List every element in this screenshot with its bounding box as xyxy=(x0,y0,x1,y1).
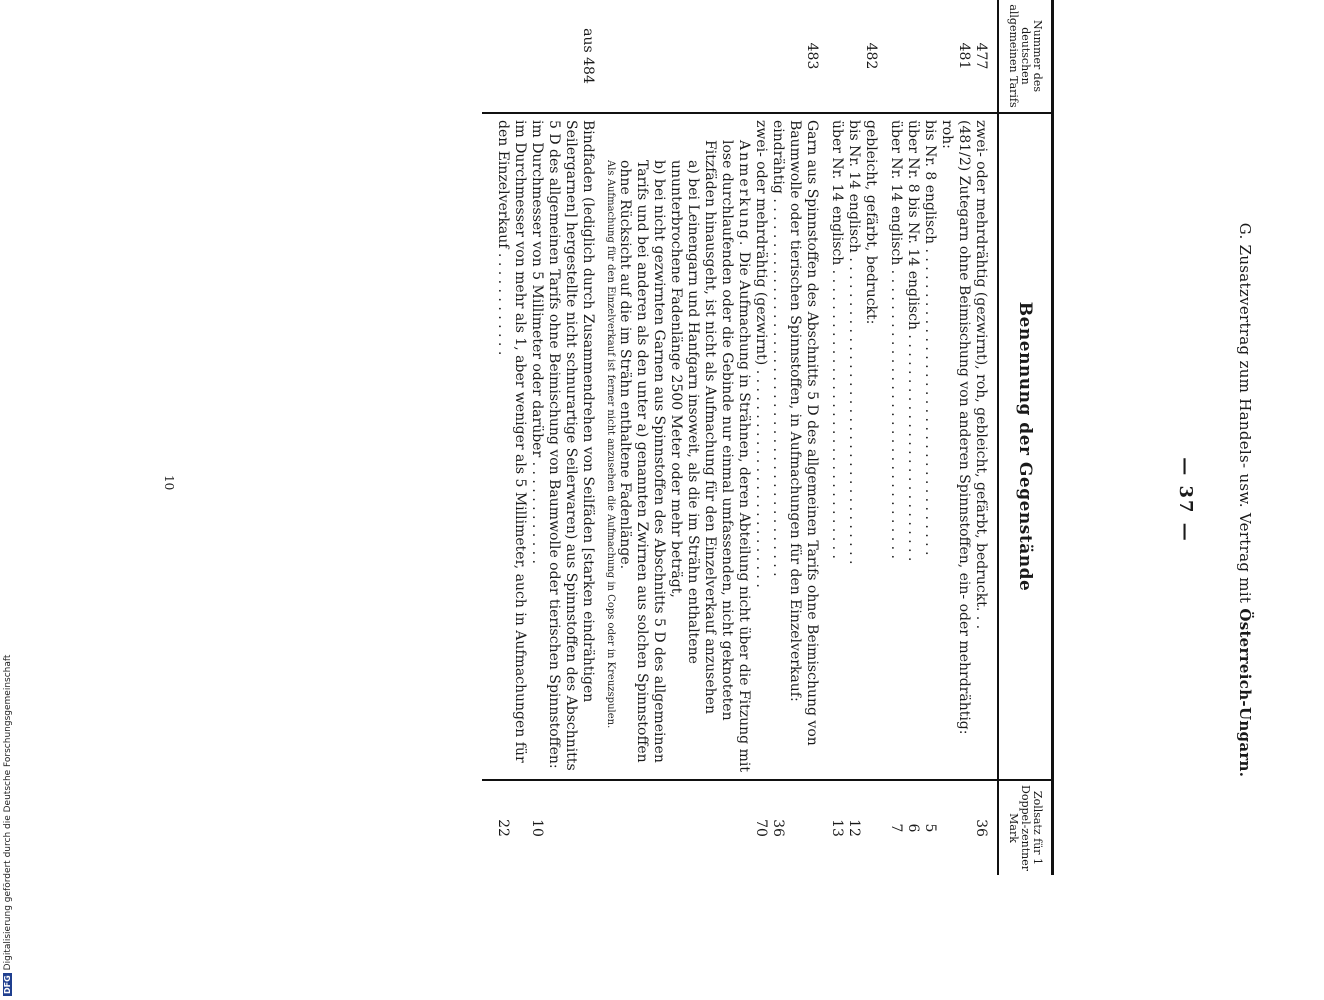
tariff-number xyxy=(752,0,769,113)
duty-rate xyxy=(938,780,955,875)
annotation-label: Anmerkung. xyxy=(736,140,752,248)
item-description: im Durchmesser von 5 Millimeter oder darüber . . . . . . . . . . . . xyxy=(529,120,545,564)
item-description: zwei- oder mehrdrähtig (gezwirnt), roh, gebleicht, gefärbt, bedruckt. . . xyxy=(973,120,989,630)
table-row xyxy=(904,0,921,875)
table-row xyxy=(862,0,887,875)
table-row xyxy=(604,0,752,875)
annotation-item-b: b) bei nicht gezwirnten Garnen aus Spinnstoffen des Abschnitts 5 D des allgemeinen Tarifs und bei anderen als den unter a) genannten Zwirnen aus solchen Spinnstoffen ohne Rücksicht auf die im Strähn enthaltene Fadenlänge. xyxy=(617,160,667,763)
tariff-number xyxy=(938,0,955,113)
annotation-text: Die Aufmachung in Strähnen, deren Abteilung nicht über die Fitzung mit lose durchlaufenden oder die Gebinde nur einmal umfassenden, nicht geknoteten Fitzfäden hinausgeht, ist nicht als Aufmachung für den Einzelverkauf anzusehen xyxy=(702,140,752,772)
empty-cell xyxy=(528,0,545,113)
col-header-rate: Zollsatz für 1 Doppel-zentner Mark xyxy=(998,780,1053,875)
duty-rate xyxy=(862,780,887,875)
duty-rate: 7 xyxy=(887,780,904,875)
item-description: über Nr. 8 bis Nr. 14 englisch . . . . . . . . . . . . . . . . . . . . . . . . . . xyxy=(905,120,921,562)
digitization-credit-text: Digitalisierung gefördert durch die Deutsche Forschungsgemeinschaft xyxy=(3,654,13,971)
empty-cell xyxy=(545,780,604,875)
table-row xyxy=(752,0,769,875)
empty-cell xyxy=(482,0,528,113)
empty-cell xyxy=(604,0,752,113)
duty-rate: 5 xyxy=(921,780,938,875)
table-row xyxy=(545,0,604,875)
table-row xyxy=(845,0,862,875)
duty-rate: 12 xyxy=(845,780,862,875)
col-header-number: Nummer des deutschen allgemeinen Tarifs xyxy=(998,0,1053,113)
duty-rate: 36 xyxy=(972,780,998,875)
duty-rate: 70 xyxy=(752,780,769,875)
tariff-number: 483 xyxy=(786,0,828,113)
duty-rate: 10 xyxy=(528,780,545,875)
item-description: über Nr. 14 englisch . . . . . . . . . . . . . . . . . . . . . . . . . . . . . . . . . xyxy=(829,120,845,559)
duty-rate xyxy=(786,780,828,875)
item-description: eindrähtig . . . . . . . . . . . . . . . . . . . . . . . . . . . . . . . . . . . . . . . . . . . xyxy=(770,120,786,577)
header-title-prefix: G. Zusatzvertrag zum Handels- usw. Vertrag mit xyxy=(1236,222,1254,604)
table-row xyxy=(528,0,545,875)
tariff-number xyxy=(828,0,845,113)
item-description: gebleicht, gefärbt, bedruckt: xyxy=(863,120,879,325)
table-row xyxy=(828,0,845,875)
annotation xyxy=(604,113,752,780)
item-description: über Nr. 14 englisch . . . . . . . . . . . . . . . . . . . . . . . . . . . . . . . . . xyxy=(888,120,904,559)
tariff-number xyxy=(921,0,938,113)
tariff-table xyxy=(482,0,1054,875)
empty-cell xyxy=(604,780,752,875)
tariff-number: 481 xyxy=(955,0,972,113)
duty-rate xyxy=(955,780,972,875)
col-header-description: Benennung der Gegenstände xyxy=(998,113,1053,780)
page-header xyxy=(1236,60,1254,940)
item-description: (481/2) Zutegarn ohne Beimischung von anderen Spinnstoffen, ein- oder mehrdrähtig: xyxy=(956,120,972,735)
item-description: zwei- oder mehrdrähtig (gezwirnt) . . . . . . . . . . . . . . . . . . . . . . . . . xyxy=(753,120,769,588)
duty-rate: 13 xyxy=(828,780,845,875)
duty-rate: 36 xyxy=(769,780,786,875)
signature-mark: 10 xyxy=(162,475,176,491)
item-description: bis Nr. 8 englisch . . . . . . . . . . . . . . . . . . . . . . . . . . . . . . . . . . . xyxy=(922,120,938,556)
duty-rate: 6 xyxy=(904,780,921,875)
item-description: bis Nr. 14 englisch . . . . . . . . . . . . . . . . . . . . . . . . . . . . . . . . . . . xyxy=(846,120,862,565)
item-description: Bindfaden (lediglich durch Zusammendrehen von Seilfäden [starken eindrähtigen Seilergarnen] hergestellte nicht schnurartige Seilerwaren) aus Spinnstoffen des Abschnitts 5 D des allgemeinen Tarifs ohne Beimischung von Baumwolle oder tierischen Spinnstoffen: xyxy=(546,120,596,771)
table-row xyxy=(921,0,938,875)
digitization-credit xyxy=(3,606,17,996)
table-row xyxy=(972,0,998,875)
duty-rate: 22 xyxy=(482,780,528,875)
table-row xyxy=(786,0,828,875)
tariff-number xyxy=(769,0,786,113)
item-description: im Durchmesser von mehr als 1, aber weniger als 5 Millimeter, auch in Aufmachungen für den Einzelverkauf . . . . . . . . . . . . xyxy=(495,120,528,763)
tariff-number: 482 xyxy=(862,0,887,113)
annotation-cops: Als Aufmachung für den Einzelverkauf ist ferner nicht anzusehen die Aufmachung in Cops oder in Kreuzspulen. xyxy=(605,160,616,729)
tariff-number xyxy=(887,0,904,113)
tariff-number: aus 484 xyxy=(545,0,604,113)
table-row xyxy=(482,0,528,875)
dfg-logo: DFG xyxy=(3,975,12,994)
tariff-number: 477 xyxy=(972,0,998,113)
table-row xyxy=(887,0,904,875)
item-description: Garn aus Spinnstoffen des Abschnitts 5 D des allgemeinen Tarifs ohne Beimischung von Baumwolle oder tierischen Spinnstoffen, in Aufmachungen für den Einzelverkauf: xyxy=(787,120,820,746)
table-row xyxy=(769,0,786,875)
table-row xyxy=(955,0,972,875)
item-description: roh: xyxy=(939,120,955,149)
tariff-number xyxy=(845,0,862,113)
header-title-country: Österreich-Ungarn. xyxy=(1236,608,1254,778)
annotation-item-a: a) bei Leinengarn und Hanfgarn insoweit, als die im Strähn enthaltene ununterbrochene Fadenlänge 2500 Meter oder mehr beträgt, xyxy=(668,160,701,664)
tariff-number xyxy=(904,0,921,113)
page-number: — 37 — xyxy=(1175,457,1196,543)
table-row xyxy=(938,0,955,875)
